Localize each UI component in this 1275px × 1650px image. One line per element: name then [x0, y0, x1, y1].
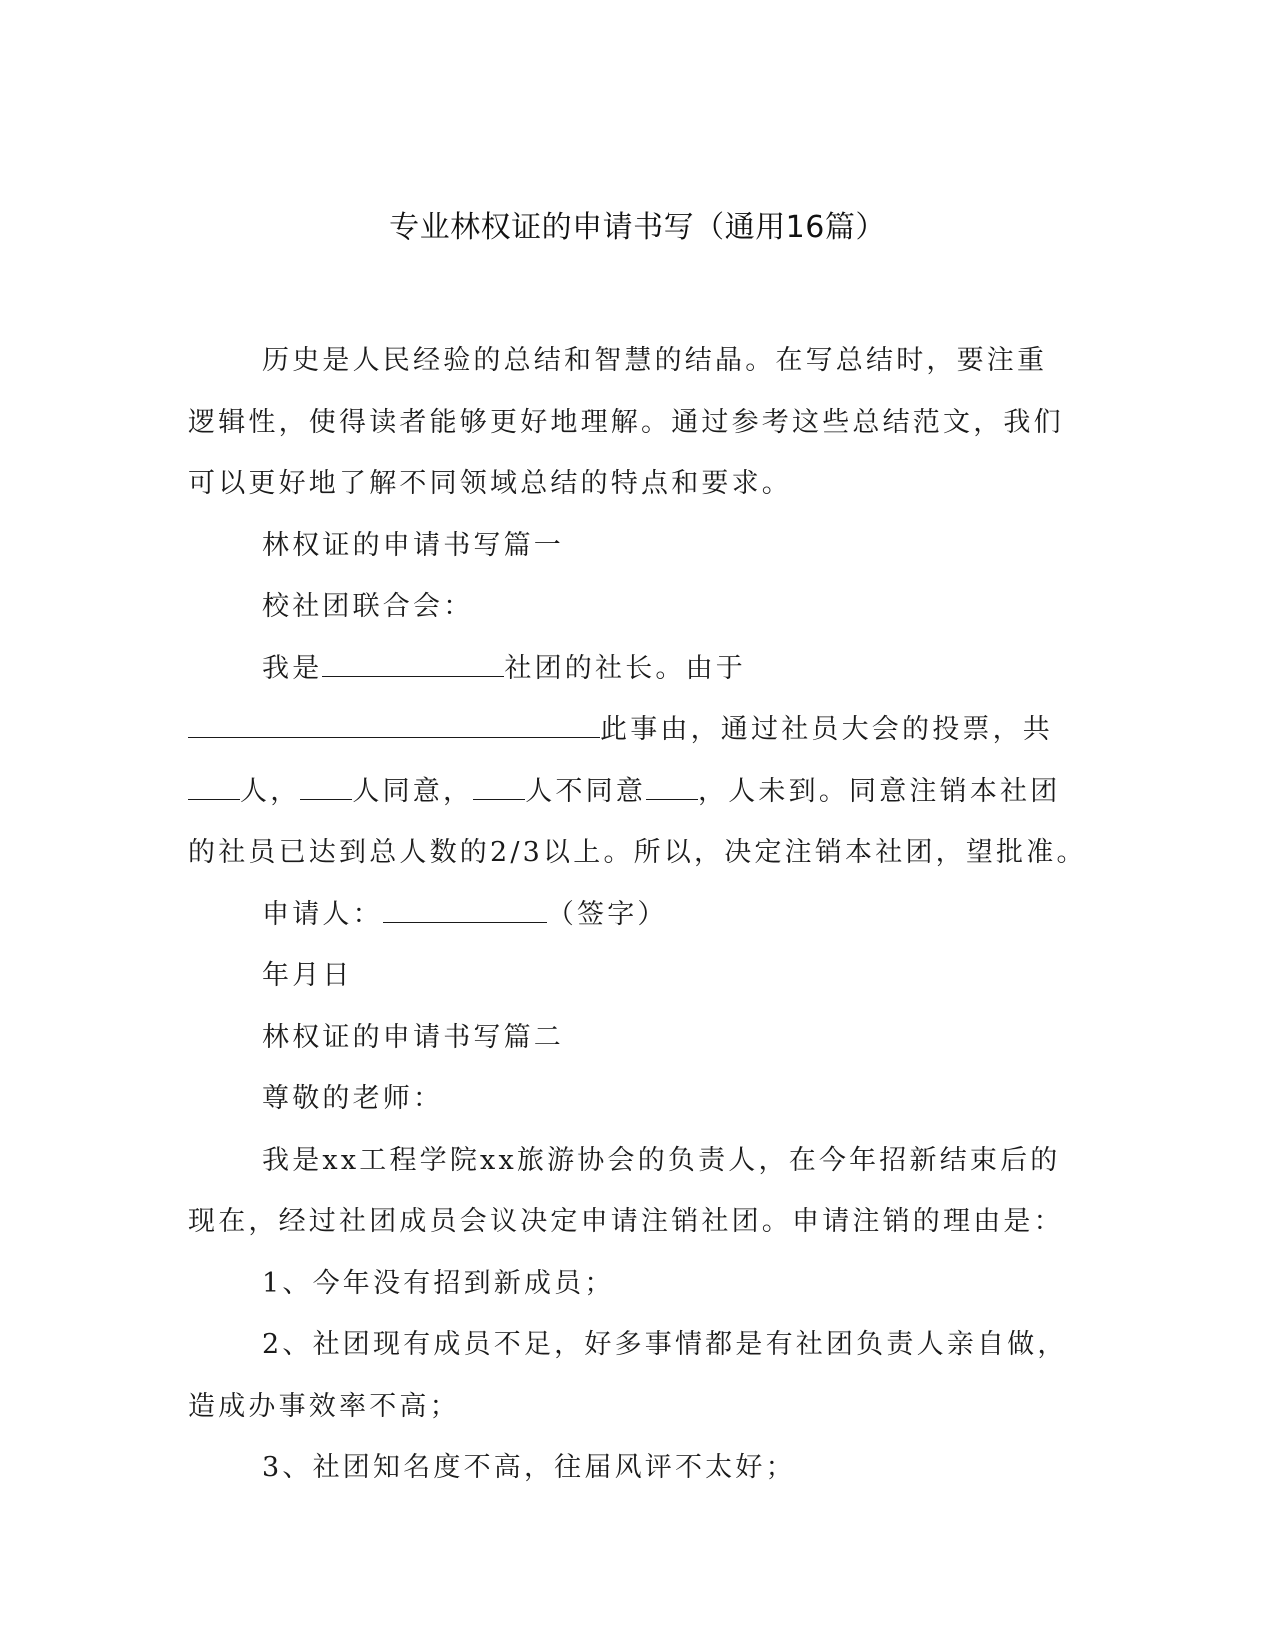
paragraph-2: 我是xx工程学院xx旅游协会的负责人，在今年招新结束后的现在，经过社团成员会议决定申请注销社团。申请注销的理由是： — [188, 1144, 1064, 1237]
form-line-3-c: 人不同意 — [525, 775, 647, 807]
document-title: 专业林权证的申请书写（通用16篇） — [389, 210, 886, 245]
agree-count-blank — [300, 777, 352, 800]
section-heading-2: 林权证的申请书写篇二 — [262, 1021, 564, 1053]
form-line-4: 的社员已达到总人数的2/3以上。所以，决定注销本社团，望批准。 — [188, 837, 1087, 868]
reason-item-3: 3、社团知名度不高，往届风评不太好； — [262, 1452, 796, 1483]
disagree-count-blank — [473, 777, 525, 800]
form-line-3-b: 人同意， — [352, 775, 474, 807]
salutation-1: 校社团联合会： — [262, 591, 474, 622]
form-line-1-start: 我是 — [262, 652, 323, 684]
form-line-3 — [188, 761, 1068, 823]
applicant-line — [188, 884, 1068, 946]
form-line-3-d: ，人未到。同意注销本社团 — [698, 775, 1061, 807]
reason-item-2: 2、社团现有成员不足，好多事情都是有社团负责人亲自做，造成办事效率不高； — [188, 1329, 1068, 1422]
signature-note: （签字） — [546, 898, 668, 930]
form-line-3-a: 人， — [240, 775, 301, 807]
document-body — [188, 330, 1087, 1499]
applicant-label: 申请人： — [262, 898, 383, 930]
form-line-1 — [188, 638, 1068, 700]
form-line-2 — [188, 699, 1068, 761]
absent-count-blank — [646, 777, 698, 800]
total-count-blank — [188, 777, 240, 800]
section-heading-1: 林权证的申请书写篇一 — [262, 529, 564, 561]
reason-item-1: 1、今年没有招到新成员； — [262, 1267, 615, 1299]
signature-blank — [383, 900, 547, 923]
date-line: 年月日 — [262, 960, 353, 991]
club-name-blank — [322, 654, 504, 677]
intro-paragraph: 历史是人民经验的总结和智慧的结晶。在写总结时，要注重逻辑性，使得读者能够更好地理解。通过参考这些总结范文，我们可以更好地了解不同领域总结的特点和要求。 — [188, 345, 1064, 499]
salutation-2: 尊敬的老师： — [262, 1083, 444, 1114]
form-line-1-end: 社团的社长。由于 — [504, 652, 747, 684]
reason-blank — [188, 715, 600, 738]
form-line-2-text: 此事由，通过社员大会的投票，共 — [600, 714, 1053, 745]
